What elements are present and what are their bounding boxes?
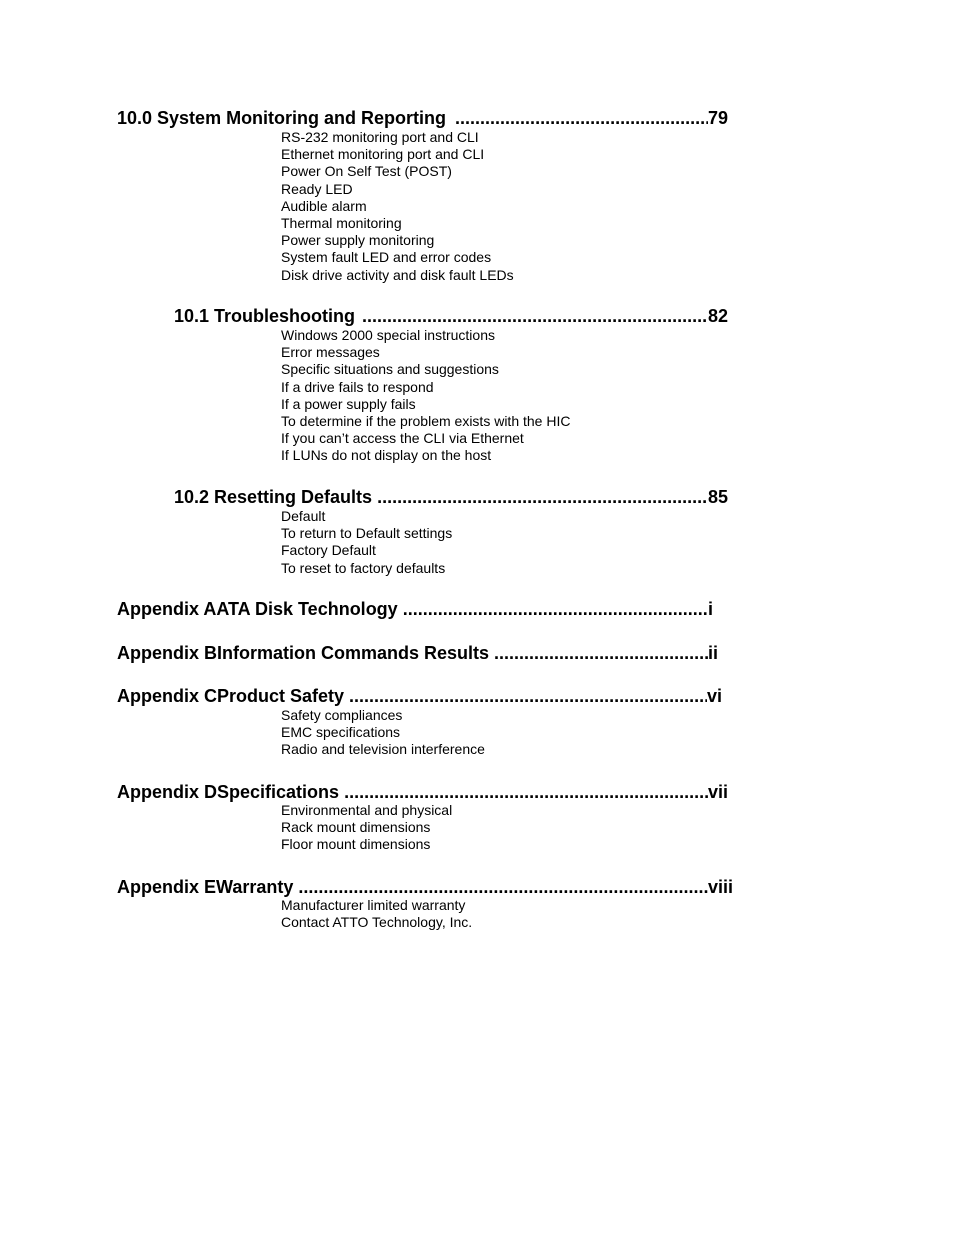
- toc-heading-appendix-a[interactable]: [117, 598, 713, 620]
- dot-leader: [403, 598, 708, 620]
- toc-heading-label: 10.1 Troubleshooting: [174, 306, 356, 326]
- toc-heading-appendix-c[interactable]: [117, 685, 722, 707]
- toc-page-number: ii: [707, 643, 718, 663]
- appendix-prefix: Appendix A: [117, 599, 217, 619]
- toc-heading-label: 10.2 Resetting Defaults: [174, 487, 373, 507]
- list-item: Rack mount dimensions: [281, 819, 431, 836]
- list-item: Factory Default: [281, 542, 376, 559]
- list-item: Specific situations and suggestions: [281, 361, 499, 378]
- appendix-prefix: Appendix B: [117, 643, 218, 663]
- toc-sublist-10-1: [281, 327, 570, 465]
- list-item: Audible alarm: [281, 197, 367, 214]
- toc-sublist-appendix-d: [281, 802, 452, 854]
- toc-heading-appendix-b[interactable]: [117, 642, 718, 664]
- list-item: Disk drive activity and disk fault LEDs: [281, 266, 514, 283]
- list-item: Default: [281, 508, 326, 524]
- toc-page-number: i: [707, 599, 713, 619]
- toc-heading-appendix-d[interactable]: [117, 781, 728, 803]
- toc-heading-label: Information Commands Results: [217, 643, 490, 663]
- toc-heading-appendix-e[interactable]: [117, 876, 733, 898]
- list-item: To return to Default settings: [281, 525, 453, 542]
- appendix-prefix: Appendix C: [117, 686, 218, 706]
- dot-leader: [455, 107, 708, 129]
- list-item: If you can’t access the CLI via Ethernet: [281, 430, 524, 447]
- toc-heading-label: Warranty: [216, 877, 294, 897]
- toc-heading-label: Product Safety: [217, 686, 345, 706]
- list-item: Power supply monitoring: [281, 232, 435, 249]
- list-item: If a drive fails to respond: [281, 378, 434, 395]
- list-item: RS-232 monitoring port and CLI: [281, 129, 479, 145]
- toc-page-number: 79: [707, 108, 728, 128]
- appendix-prefix: Appendix D: [117, 782, 218, 802]
- list-item: Windows 2000 special instructions: [281, 327, 495, 343]
- toc-page-number: viii: [707, 877, 733, 897]
- toc-page-number: 82: [707, 306, 728, 326]
- toc-page-number: vii: [707, 782, 728, 802]
- toc-page-number: vi: [706, 686, 722, 706]
- list-item: System fault LED and error codes: [281, 249, 492, 266]
- dot-leader: [349, 685, 707, 707]
- dot-leader: [344, 781, 708, 803]
- dot-leader: [362, 305, 708, 327]
- toc-sublist-appendix-e: [281, 897, 472, 931]
- list-item: To determine if the problem exists with the HIC: [281, 413, 571, 430]
- list-item: Error messages: [281, 344, 380, 361]
- toc-heading-label: Specifications: [217, 782, 340, 802]
- list-item: Radio and television interference: [281, 741, 485, 758]
- list-item: Floor mount dimensions: [281, 836, 431, 853]
- toc-sublist-appendix-c: [281, 707, 485, 759]
- list-item: Safety compliances: [281, 707, 403, 723]
- list-item: Environmental and physical: [281, 802, 453, 818]
- toc-heading-label: 10.0 System Monitoring and Reporting: [117, 108, 447, 128]
- dot-leader: [494, 642, 708, 664]
- list-item: Ethernet monitoring port and CLI: [281, 146, 485, 163]
- dot-leader: [377, 486, 708, 508]
- list-item: Power On Self Test (POST): [281, 163, 452, 180]
- list-item: Thermal monitoring: [281, 215, 402, 232]
- dot-leader: [298, 876, 708, 898]
- toc-heading-10-0[interactable]: [117, 107, 728, 129]
- toc-sublist-10-0: [281, 129, 514, 284]
- list-item: To reset to factory defaults: [281, 559, 446, 576]
- toc-heading-10-1[interactable]: [174, 305, 728, 327]
- toc-heading-label: ATA Disk Technology: [216, 599, 398, 619]
- list-item: If LUNs do not display on the host: [281, 447, 492, 464]
- list-item: If a power supply fails: [281, 395, 416, 412]
- toc-page-number: 85: [707, 487, 728, 507]
- list-item: Ready LED: [281, 180, 353, 197]
- list-item: Contact ATTO Technology, Inc.: [281, 914, 473, 931]
- toc-heading-10-2[interactable]: [174, 486, 728, 508]
- appendix-prefix: Appendix E: [117, 877, 217, 897]
- list-item: EMC specifications: [281, 724, 401, 741]
- toc-sublist-10-2: [281, 508, 452, 577]
- list-item: Manufacturer limited warranty: [281, 897, 466, 913]
